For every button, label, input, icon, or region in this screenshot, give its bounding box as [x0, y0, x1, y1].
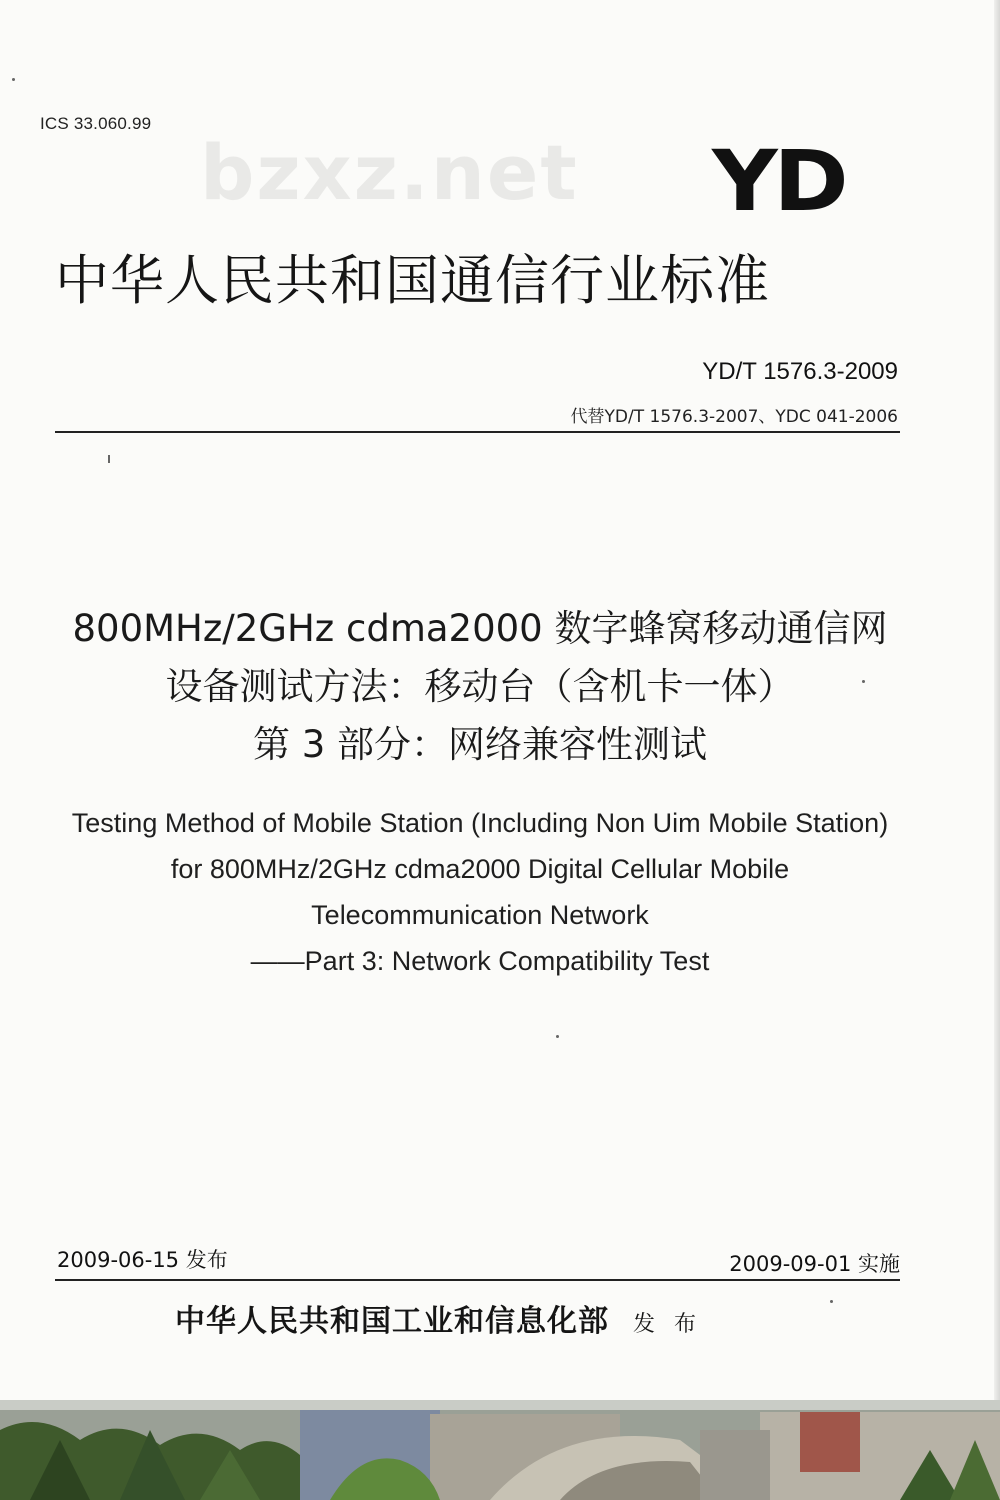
- scan-speck: [12, 78, 15, 81]
- standard-category-title: 中华人民共和国通信行业标准: [55, 249, 770, 312]
- standard-number: YD/T 1576.3-2009: [702, 358, 898, 385]
- scan-speck: [556, 1035, 559, 1038]
- chinese-title-line-3: 第 3 部分：网络兼容性测试: [252, 723, 708, 766]
- bottom-divider: [55, 1279, 900, 1281]
- page-edge-shadow: [994, 0, 1000, 1400]
- watermark-text: bzxz.net: [200, 128, 579, 217]
- issuing-authority: [175, 1296, 702, 1340]
- issuer-verb: 发 布: [633, 1312, 702, 1337]
- english-title-block: [0, 800, 960, 984]
- issuer-name: 中华人民共和国工业和信息化部: [175, 1304, 609, 1339]
- chinese-title-line-2: 设备测试方法：移动台（含机卡一体）: [165, 665, 795, 708]
- yd-logo: YD: [712, 132, 845, 230]
- english-title-line-1: Testing Method of Mobile Station (Including Non Uim Mobile Station): [71, 808, 889, 838]
- english-title-line-2: for 800MHz/2GHz cdma2000 Digital Cellular Mobile: [170, 854, 790, 884]
- replaces-note: 代替YD/T 1576.3-2007、YDC 041-2006: [570, 407, 898, 427]
- english-title-line-3: Telecommunication Network: [311, 900, 649, 930]
- top-divider: [55, 431, 900, 433]
- ics-code: ICS 33.060.99: [40, 114, 152, 133]
- english-title-line-4: ——Part 3: Network Compatibility Test: [250, 946, 710, 976]
- issue-date: 2009-06-15 发布: [57, 1248, 228, 1272]
- landscape-photo: [0, 1400, 1000, 1500]
- scan-speck: [830, 1300, 833, 1303]
- implementation-date: 2009-09-01 实施: [729, 1252, 900, 1276]
- chinese-title-block: [0, 600, 960, 774]
- chinese-title-line-1: 800MHz/2GHz cdma2000 数字蜂窝移动通信网: [72, 607, 888, 650]
- scan-speck: [108, 455, 110, 463]
- scan-speck: [862, 680, 865, 683]
- background-photo-strip: [0, 1400, 1000, 1500]
